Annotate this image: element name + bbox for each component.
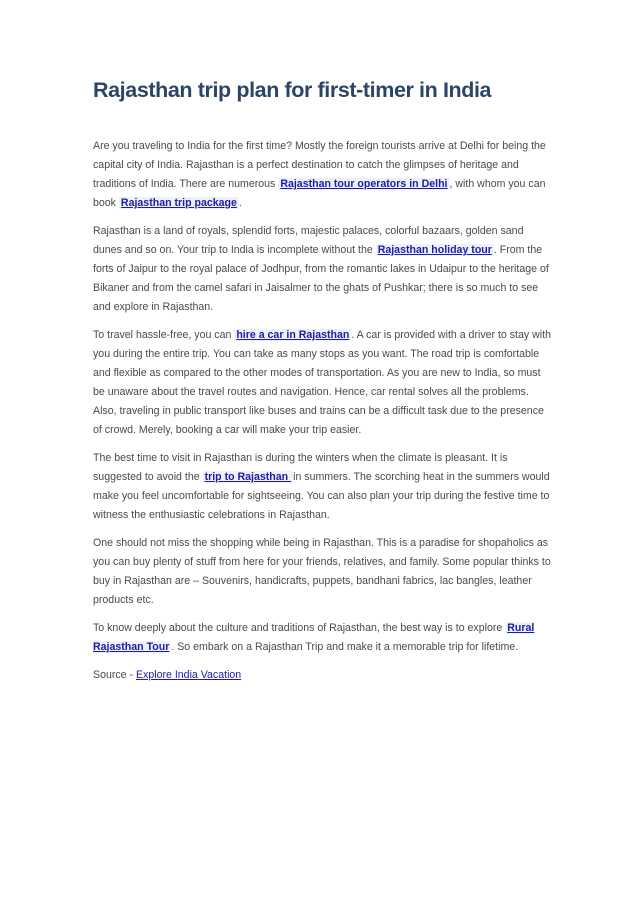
paragraph-text: Rajasthan is a land of royals, splendid forts, majestic palaces, colorful bazaars, golden sand dunes and so on. Your trip to India is incomplete without the <box>93 225 524 256</box>
link-explore-india-vacation[interactable]: Explore India Vacation <box>135 669 242 681</box>
paragraph-text: Are you traveling to India for the first time? Mostly the foreign tourists arrive at Delhi for being the capital city of India. Rajasthan is a perfect destination to catch the glimpses of heritage and traditions of India. There are numerous <box>93 140 546 190</box>
paragraph-text: One should not miss the shopping while being in Rajasthan. This is a paradise for shopaholics as you can buy plenty of stuff from here for your friends, relatives, and family. Some popular thinks to buy in Rajasthan are – Souvenirs, handicrafts, puppets, bandhani fabrics, lac bangles, leather products etc. <box>93 537 551 606</box>
paragraph-rural-tour <box>93 619 553 657</box>
link-hire-car-rajasthan[interactable]: hire a car in Rajasthan <box>236 329 350 341</box>
paragraph-text: . <box>238 197 242 209</box>
document-page <box>93 70 553 694</box>
link-trip-to-rajasthan[interactable]: trip to Rajasthan <box>204 471 292 483</box>
paragraph-intro <box>93 137 553 213</box>
paragraph-text: , with whom you can book <box>93 178 546 209</box>
paragraph-best-time <box>93 449 553 525</box>
paragraph-text: To know deeply about the culture and traditions of Rajasthan, the best way is to explore <box>93 622 506 634</box>
paragraph-text: To travel hassle-free, you can <box>93 329 235 341</box>
link-rural-rajasthan-tour[interactable]: Rural Rajasthan Tour <box>93 622 535 653</box>
source-line <box>93 666 553 685</box>
paragraph-text: . From the forts of Jaipur to the royal palace of Jodhpur, from the romantic lakes in Udaipur to the heritage of Bikaner and from the camel safari in Jaisalmer to the ghats of Pushkar; there is so much to see and explore in Rajasthan. <box>93 244 549 313</box>
link-rajasthan-holiday-tour[interactable]: Rajasthan holiday tour <box>377 244 492 256</box>
paragraph-text: in summers. The scorching heat in the summers would make you feel uncomfortable for sightseeing. You can also plan your trip during the festive time to witness the enthusiastic celebrations in Rajasthan. <box>93 471 550 521</box>
paragraph-car-hire <box>93 326 553 440</box>
page-title: Rajasthan trip plan for first-timer in India <box>93 78 492 102</box>
paragraph-land-of-royals <box>93 222 553 317</box>
paragraph-text: . So embark on a Rajasthan Trip and make it a memorable trip for lifetime. <box>171 641 519 653</box>
link-rajasthan-trip-package[interactable]: Rajasthan trip package <box>120 197 237 209</box>
paragraph-shopping <box>93 534 553 610</box>
source-label: Source - <box>93 669 136 681</box>
paragraph-text: The best time to visit in Rajasthan is during the winters when the climate is pleasant. It is suggested to avoid the <box>93 452 508 483</box>
link-rajasthan-tour-operators[interactable]: Rajasthan tour operators in Delhi <box>280 178 448 190</box>
paragraph-text: . A car is provided with a driver to stay with you during the entire trip. You can take as many stops as you want. The road trip is comfortable and flexible as compared to the other modes of transportation. As you are new to India, so must be unaware about the travel routes and navigation. Hence, car rental solves all the problems. Also, traveling in public transport like buses and trains can be a difficult task due to the presence of crowd. Merely, booking a car will make your trip easier. <box>93 329 551 436</box>
